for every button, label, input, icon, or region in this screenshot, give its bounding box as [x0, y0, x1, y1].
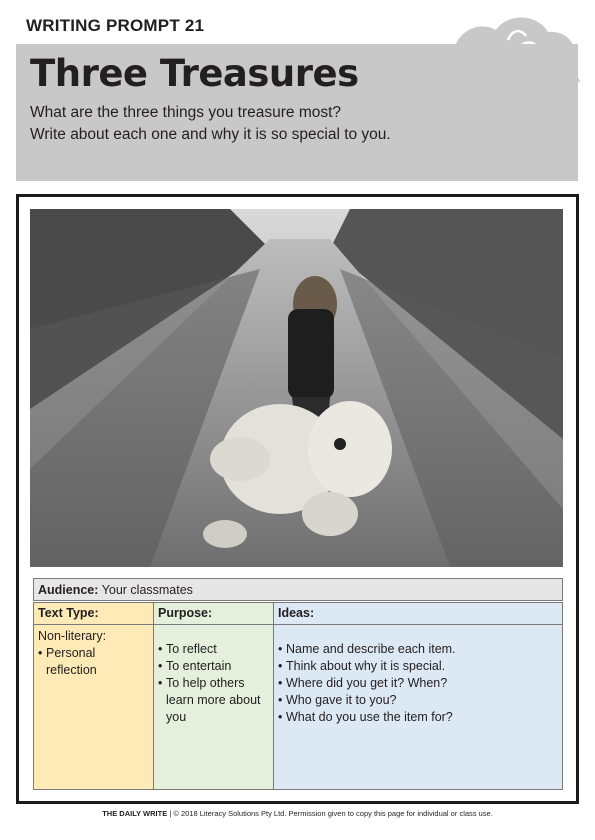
list-item: • To reflect — [158, 642, 217, 656]
bullet-icon: • — [278, 710, 283, 724]
footer-copyright: | © 2018 Literacy Solutions Pty Ltd. Permission given to copy this page for individual or class use. — [169, 809, 493, 818]
list-item: • To help others learn more about you — [158, 676, 261, 724]
prompt-label: WRITING PROMPT 21 — [26, 16, 205, 35]
footer-brand: THE DAILY WRITE — [102, 809, 168, 818]
list-item: • Personal reflection — [38, 646, 97, 677]
text-type-intro: Non-literary: — [38, 629, 107, 643]
purpose-column — [153, 602, 274, 790]
list-item: • Name and describe each item. — [278, 642, 456, 656]
list-item: • Who gave it to you? — [278, 693, 397, 707]
text-type-column — [33, 602, 154, 790]
photo-girl-with-teddy-bear — [30, 209, 563, 567]
audience-value: Your classmates — [101, 583, 193, 597]
bullet-icon: • — [278, 659, 283, 673]
text-type-heading: Text Type: — [34, 603, 153, 625]
bullet-icon: • — [278, 676, 283, 690]
subtitle-line-1: What are the three things you treasure most? — [30, 104, 342, 121]
audience-row — [33, 578, 563, 601]
ideas-heading: Ideas: — [274, 603, 562, 625]
purpose-heading: Purpose: — [154, 603, 273, 625]
bullet-icon: • — [158, 642, 163, 656]
page-title: Three Treasures — [30, 52, 359, 95]
bullet-icon: • — [158, 659, 163, 673]
bullet-icon: • — [278, 642, 283, 656]
audience-label: Audience: — [38, 583, 99, 597]
list-item: • To entertain — [158, 659, 232, 673]
list-item: • What do you use the item for? — [278, 710, 453, 724]
page-subtitle — [30, 102, 391, 146]
bullet-icon: • — [278, 693, 283, 707]
subtitle-line-2: Write about each one and why it is so special to you. — [30, 126, 391, 143]
bullet-icon: • — [38, 646, 43, 660]
list-item: • Think about why it is special. — [278, 659, 446, 673]
bullet-icon: • — [158, 676, 163, 690]
footer — [0, 809, 595, 818]
info-table — [33, 578, 563, 790]
ideas-column — [273, 602, 563, 790]
list-item: • Where did you get it? When? — [278, 676, 448, 690]
